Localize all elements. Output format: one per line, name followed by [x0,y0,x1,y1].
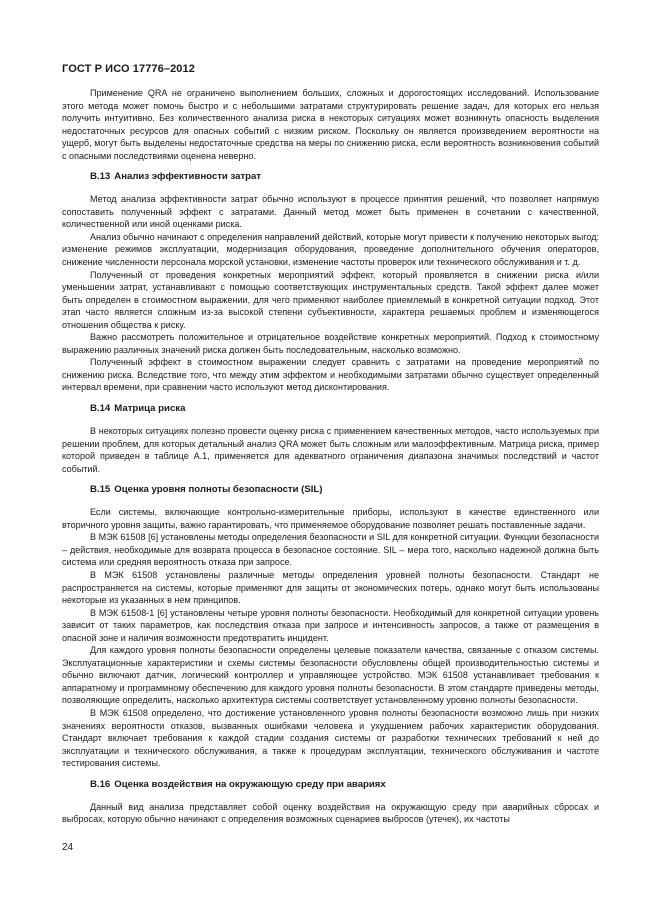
paragraph: Применение QRA не ограничено выполнением больших, сложных и дорогостоящих исследований. Использование этого метода может помочь быстро и с небольшими затратами структурировать решение задач, для которых его нельзя получить интуитивно. Без количественного анализа риска в некоторых ситуациях может возникнуть опасность выделения недостаточных ресурсов для опасных событий с низким риском. Поскольку он является произведением вероятности на ущерб, могут быть выделены недостаточные средства на меры по снижению риска, если вероятность возникновения событий с опасными последствиями оценена неверно. [62,88,599,161]
paragraph: Анализ обычно начинают с определения направлений действий, которые могут привести к получению некоторых выгод: изменение режимов эксплуатации, модернизация оборудования, проведение дополнительного обучения операторов, снижение численности персонала морской установки, изменение частоты проверок или технического обслуживания и т. д. [62,231,599,268]
page-number: 24 [62,842,74,853]
section-title: Оценка воздействия на окружающую среду при авариях [114,778,386,790]
section-heading [62,162,599,193]
paragraph: Данный вид анализа представляет собой оценку воздействия на окружающую среду при аварийных сбросах и выбросах, которую обычно начинают с определения возможных сценариев выбросов (утечек), их частоты [62,801,599,825]
section-heading [62,475,599,506]
paragraph: Метод анализа эффективности затрат обычно используют в процессе принятия решений, что позволяет напрямую сопоставить полученный эффект с затратами. Данный метод может быть применен в сочетании с качественной, количественной или иной оценками риска. [62,194,599,230]
section-title: Оценка уровня полноты безопасности (SIL) [114,484,323,496]
section-number: B.14 [90,403,111,415]
paragraph: Если системы, включающие контрольно-измерительные приборы, используют в качестве единственного или вторичного уровня защиты, важно гарантировать, что применяемое оборудование позволяет решать поставленные задачи. [62,507,599,530]
paragraph: Для каждого уровня полноты безопасности определены целевые показатели качества, связанные с отказом системы. Эксплуатационные характеристики и схемы системы безопасности обусловлены общей производительностью системы и обычно включают датчик, логический контроллер и управляющее устройство. МЭК 61508 устанавливает требования к аппаратному и программному обеспечению для каждого уровня полноты безопасности. В этом стандарте приведены методы, позволяющие определить, насколько архитектура системы соответствует установленному уровню полноты безопасности. [62,645,599,706]
paragraph: В МЭК 61508 определено, что достижение установленного уровня полноты безопасности возможно лишь при низких значениях вероятности отказов, вызванных ошибками человека и ухудшением рабочих характеристик оборудования. Стандарт включает требования к каждой стадии создания системы от разработки технических требований к ней до эксплуатации и технического обслуживания, а также к процедурам эксплуатации, технического обслуживания и частоте тестирования системы. [62,707,599,769]
section-title: Матрица риска [114,403,186,415]
paragraph: Важно рассмотреть положительное и отрицательное воздействие конкретных мероприятий. Подход к стоимостному выражению различных значений риска должен быть последовательным, насколько возможно. [62,332,599,355]
section-heading [62,394,599,425]
paragraph: В МЭК 61508 [6] установлены методы определения безопасности и SIL для конкретной ситуации. Функции безопасности – действия, необходимые для возврата процесса в безопасное состояние. SIL – мера того, насколько надежной должна быть система или средняя вероятность отказа при запросе. [62,532,599,568]
section-number: B.16 [90,778,111,790]
document-body [62,87,599,826]
section-number: B.13 [90,171,111,183]
paragraph: Полученный от проведения конкретных мероприятий эффект, который проявляется в снижении риска и/или уменьшении затрат, устанавливают с помощью соответствующих инструментальных средств. Такой эффект далее может быть определен в стоимостном выражении, для чего применяют наиболее приемлемый в конкретной ситуации подход. Этот этап часто является сложным из-за высокой степени субъективности, характера решаемых проблем и изменяющегося отношения общества к риску. [62,269,599,330]
page-header: ГОСТ Р ИСО 17776–2012 [62,63,195,75]
paragraph: В МЭК 61508 установлены различные методы определения уровней полноты безопасности. Стандарт не распространяется на системы, которые применяют для защиты от экономических потерь, однако могут быть использованы некоторые из указанных в нем принципов. [62,569,599,606]
paragraph: Полученный эффект в стоимостном выражении следует сравнить с затратами на проведение мероприятий по снижению риска. Вследствие того, что между этим эффектом и необходимыми затратами обычно существует определенный интервал времени, при сравнении часто используют метод дисконтирования. [62,357,599,393]
section-title: Анализ эффективности затрат [114,171,262,183]
paragraph: В МЭК 61508-1 [6] установлены четыре уровня полноты безопасности. Необходимый для конкретной ситуации уровень зависит от таких параметров, как последствия отказа при запросе и интенсивность запросов, а также от размещения в опасной зоне и наличия возможности предотвратить инцидент. [62,607,599,643]
paragraph: В некоторых ситуациях полезно провести оценку риска с применением качественных методов, часто используемых при решении проблем, для которых детальный анализ QRA может быть сложным или малоэффективным. Матрица риска, пример которой приведен в таблице А.1, применяется для адекватного ограничения диапазона значимых последствий и частот событий. [62,426,599,474]
section-heading [62,770,599,801]
section-number: B.15 [90,484,111,496]
